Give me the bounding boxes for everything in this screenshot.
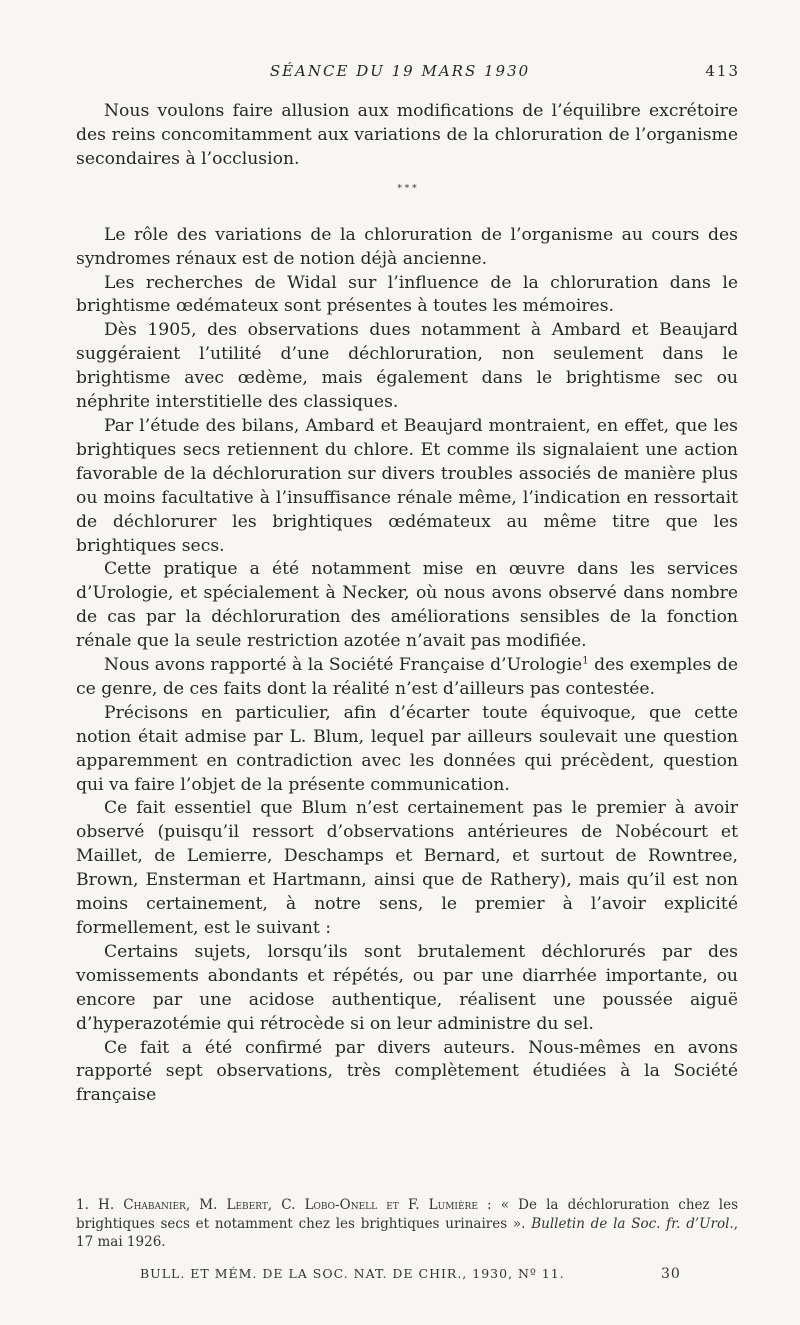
paragraph-7-start: Nous avons rapporté à la Société Française d’Urologie	[104, 655, 583, 676]
paragraph-9: Ce fait essentiel que Blum n’est certainement pas le premier à avoir observé (puisqu’il ressort d’observations antérieures de Nobécourt et Maillet, de Lemierre, Deschamps et Bernard, et surtout de Rowntree, Brown, Ensterman et Hartmann, ainsi que de Rathery), mais qu’il est non moins certainement, à notre sens, le premier à l’avoir explicité formellement, est le suivant :	[76, 798, 738, 938]
running-title: SÉANCE DU 19 MARS 1930	[269, 62, 531, 80]
paragraph-6: Cette pratique a été notamment mise en œuvre dans les services d’Urologie, et spécialement à Necker, où nous avons observé dans nombre de cas par la déchloruration des améliorations sensibles de la fonction rénale que la seule restriction azotée n’avait pas modifiée.	[76, 559, 738, 652]
paragraph-4: Dès 1905, des observations dues notamment à Ambard et Beaujard suggéraient l’utilité d’une déchloruration, non seulement dans le brightisme avec œdème, mais également dans le brightisme sec ou néphrite interstitielle des classiques.	[76, 320, 738, 413]
paragraph-3: Les recherches de Widal sur l’influence de la chloruration dans le brightisme œdémateux sont présentes à toutes les mémoires.	[76, 272, 738, 317]
footnote-authors: H. Chabanier, M. Lebert, C. Lobo-Onell et F. Lumière	[98, 1197, 478, 1213]
page-footer	[0, 1266, 800, 1284]
paragraph-10: Certains sujets, lorsqu’ils sont brutalement déchlorurés par des vomissements abondants et répétés, ou par une diarrhée importante, ou encore par une acidose authentique, réalisent une poussée aiguë d’hyperazotémie qui rétrocède si on leur administre du sel.	[76, 941, 738, 1034]
paragraph-5: Par l’étude des bilans, Ambard et Beaujard montraient, en effet, que les brightiques secs retiennent du chlore. Et comme ils signalaient une action favorable de la déchloruration sur divers troubles associés de manière plus ou moins facultative à l’insuffisance rénale même, l’indication en ressortait de déchlorurer les brightiques œdémateux au même titre que les brightiques secs.	[76, 415, 738, 556]
footnote-number: 1.	[76, 1197, 89, 1213]
footnote-date: , 17 mai 1926.	[76, 1215, 739, 1250]
asterism: * * *	[397, 183, 417, 194]
paragraph-11: Ce fait a été confirmé par divers auteurs. Nous-mêmes en avons rapporté sept observations, très complètement étudiées à la Société française	[76, 1037, 738, 1106]
body-text	[76, 100, 738, 1108]
journal-reference: BULL. ET MÉM. DE LA SOC. NAT. DE CHIR., 1930, Nº 11.	[140, 1266, 565, 1281]
section-separator	[76, 184, 738, 194]
paragraph-7	[76, 654, 738, 702]
running-header	[0, 62, 800, 82]
paragraph-1: Nous voulons faire allusion aux modifications de l’équilibre excrétoire des reins concomitamment aux variations de la chloruration de l’organisme secondaires à l’occlusion.	[76, 101, 738, 169]
page-number: 413	[705, 62, 740, 80]
footnote	[76, 1196, 738, 1252]
paragraph-7-end: des exemples de ce genre, de ces faits dont la réalité n’est d’ailleurs pas contestée.	[76, 655, 738, 699]
footnote-title: : « De la déchloruration chez les brightiques secs et notamment chez les brightiques urinaires ».	[76, 1197, 739, 1232]
signature-mark: 30	[661, 1266, 681, 1282]
paragraph-8: Précisons en particulier, afin d’écarter toute équivoque, que cette notion était admise par L. Blum, lequel par ailleurs soulevait une question apparemment en contradiction avec les données qui précèdent, question qui va faire l’objet de la présente communication.	[76, 702, 738, 795]
footnote-reference[interactable]: 1	[582, 655, 589, 667]
footnote-journal: Bulletin de la Soc. fr. d’Urol.	[531, 1215, 734, 1232]
paragraph-2: Le rôle des variations de la chloruration de l’organisme au cours des syndromes rénaux est de notion déjà ancienne.	[76, 224, 738, 269]
